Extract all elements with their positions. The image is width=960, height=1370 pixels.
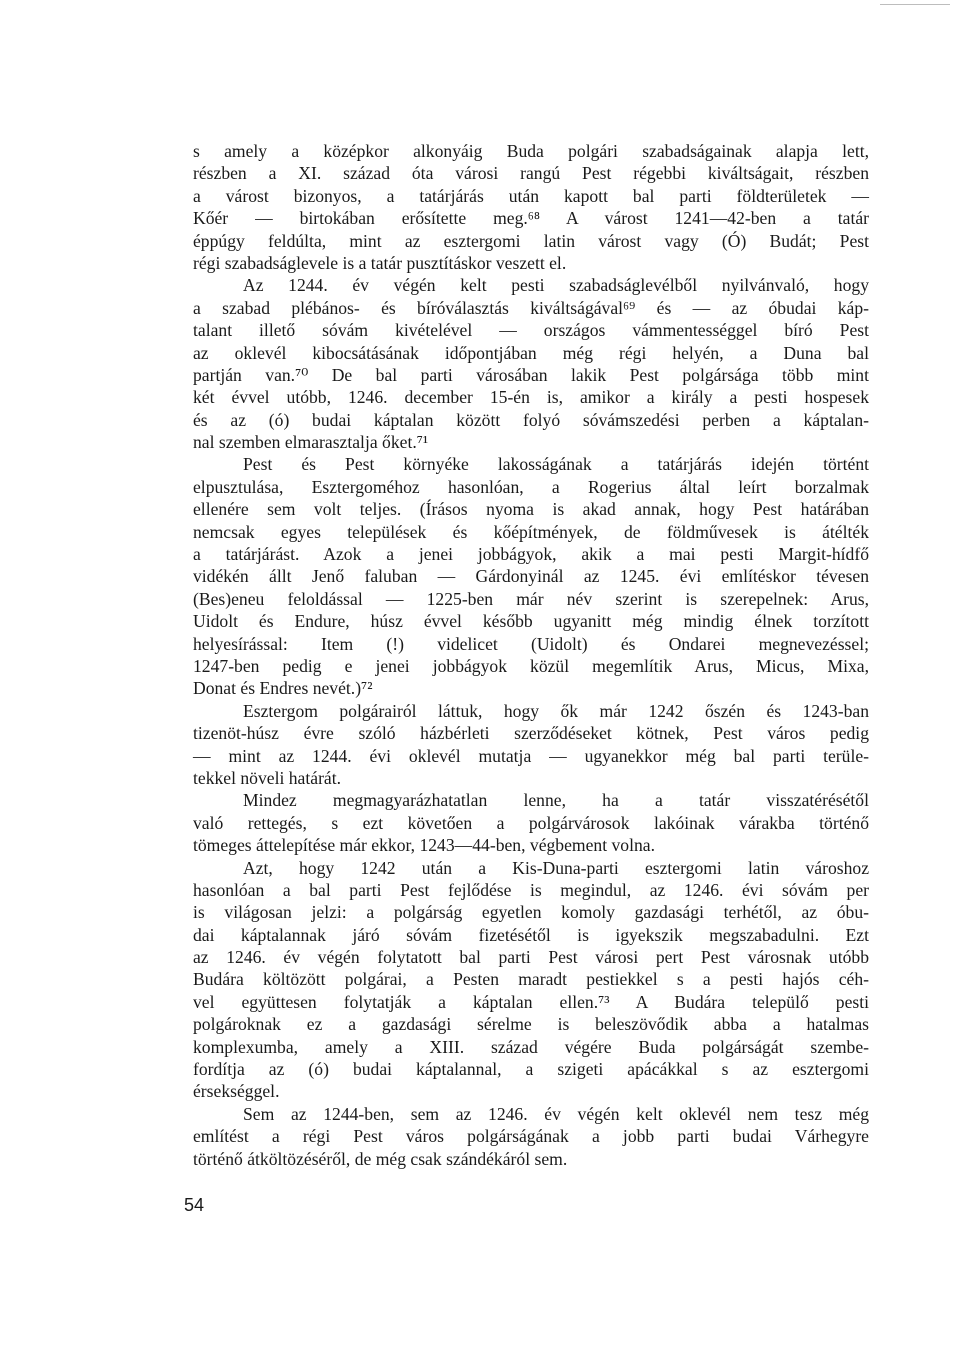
paragraph — [193, 789, 869, 856]
scan-edge-mark — [880, 4, 950, 5]
paragraph — [193, 453, 869, 699]
text-line: Mindez megmagyarázhatatlan lenne, ha a tatár visszatérésétől — [243, 790, 869, 811]
text-line: érsekséggel. — [193, 1081, 280, 1102]
text-line: Pest és Pest környéke lakosságának a tatárjárás idején történt — [243, 454, 869, 475]
text-line: is világosan jelzi: a polgárság egyetlen komoly gazdasági terhétől, az óbu- — [193, 902, 869, 923]
text-line: való rettegés, s ezt követően a polgárvárosok lakóinak várakba történő — [193, 812, 869, 833]
text-line: dai káptalannak járó sóvám fizetésétől is igyekszik megszabadulni. Ezt — [193, 924, 869, 945]
paragraph — [193, 140, 869, 274]
text-line: tizenöt-húsz évre szóló házbérleti szerződéseket kötnek, Pest város pedig — [193, 723, 869, 744]
text-line: Az 1244. év végén kelt pesti szabadságlevélből nyilvánvaló, hogy — [243, 275, 869, 296]
page-number: 54 — [184, 1195, 205, 1215]
text-line: komplexumba, amely a XIII. század végére Buda polgárságát szembe- — [193, 1036, 869, 1057]
text-line: vel együttesen folytatják a káptalan ellen.⁷³ A Budára települő pesti — [193, 991, 869, 1012]
text-line: két évvel utóbb, 1246. december 15-én is, amikor a király a pesti hospesek — [193, 387, 869, 408]
text-line: nemcsak egyes települések és kőépítmények, de földművesek is átélték — [193, 521, 869, 542]
text-line: a szabad plébános- és bíróválasztás kiváltságával⁶⁹ és — az óbudai káp- — [193, 297, 869, 318]
text-line: említést a régi Pest város polgárságának a jobb parti budai Várhegyre — [193, 1126, 869, 1147]
text-line: 1247-ben pedig e jenei jobbágyok közül megemlítik Arus, Micus, Mixa, — [193, 655, 869, 676]
text-line: Sem az 1244-ben, sem az 1246. év végén kelt oklevél nem tesz még — [243, 1103, 869, 1124]
text-line: éppúgy feldúlta, mint az esztergomi latin várost vagy (Ó) Budát; Pest — [193, 230, 869, 251]
text-line: és az (ó) budai káptalan között folyó sóvámszedési perben a káptalan- — [193, 409, 869, 430]
text-line: Esztergom polgárairól láttuk, hogy ők már 1242 őszén és 1243-ban — [243, 700, 869, 721]
body-text — [193, 140, 869, 1170]
text-line: s amely a középkor alkonyáig Buda polgári szabadságainak alapja lett, — [193, 141, 869, 161]
paragraph — [193, 700, 869, 790]
text-line: partján van.⁷⁰ De bal parti városában lakik Pest polgársága több mint — [193, 364, 869, 385]
text-line: a tatárjárást. Azok a jenei jobbágyok, akik a mai pesti Margit-hídfő — [193, 544, 869, 565]
text-line: Donat és Endres nevét.)⁷² — [193, 678, 373, 699]
paragraph — [193, 857, 869, 1103]
text-line: nal szemben elmarasztalja őket.⁷¹ — [193, 432, 429, 453]
text-line: (Bes)eneu feloldással — 1225-ben már név szerint is szerepelnek: Arus, — [193, 588, 869, 609]
text-line: tömeges áttelepítése már ekkor, 1243—44-ben, végbement volna. — [193, 835, 655, 856]
text-line: történő átköltözéséről, de még csak szándékáról sem. — [193, 1148, 568, 1169]
text-line: a várost bizonyos, a tatárjárás után kapott bal parti földterületek — — [193, 185, 869, 206]
text-line: régi szabadságlevele is a tatár pusztításkor veszett el. — [193, 252, 567, 273]
paragraph — [193, 274, 869, 453]
text-line: tekkel növeli határát. — [193, 767, 342, 788]
text-line: Kőér — birtokában erősítette meg.⁶⁸ A várost 1241—42-ben a tatár — [193, 208, 869, 229]
text-line: az 1246. év végén folytatott bal parti Pest városi pert Pest városnak utóbb — [193, 947, 869, 968]
text-line: Budára költözött polgárai, a Pesten maradt pestiekkel s a pesti hajós céh- — [193, 969, 869, 990]
text-line: ellenére sem volt teljes. (Írásos nyoma is akad annak, hogy Pest határában — [193, 499, 869, 520]
text-line: részben a XI. század óta városi rangú Pest régebbi kiváltságait, részben — [193, 163, 869, 184]
text-line: Uidolt és Endure, húsz évvel később ugyanitt még mindig élnek torzított — [193, 611, 869, 632]
paragraph — [193, 1103, 869, 1170]
text-line: fordítja az (ó) budai káptalannal, a szigeti apácákkal s az esztergomi — [193, 1059, 869, 1080]
text-line: hasonlóan a bal parti Pest fejlődése is megindul, az 1246. évi sóvám per — [193, 879, 869, 900]
text-line: — mint az 1244. évi oklevél mutatja — ugyanekkor még bal parti terüle- — [193, 745, 869, 766]
text-line: elpusztulása, Esztergoméhoz hasonlóan, a Rogerius által leírt borzalmak — [193, 476, 869, 497]
text-line: az oklevél kibocsátásának időpontjában még régi helyén, a Duna bal — [193, 342, 869, 363]
text-line: polgároknak ez a gazdasági sérelme is beleszövődik abba a hatalmas — [193, 1014, 869, 1035]
text-line: Azt, hogy 1242 után a Kis-Duna-parti esztergomi latin városhoz — [243, 857, 869, 878]
text-line: helyesírással: Item (!) videlicet (Uidolt) és Ondarei megnevezéssel; — [193, 633, 869, 654]
text-line: vidékén állt Jenő faluban — Gárdonyinál az 1245. évi említéskor tévesen — [193, 566, 869, 587]
text-line: talant illető sóvám kivételével — országos vámmentességgel bíró Pest — [193, 320, 869, 341]
